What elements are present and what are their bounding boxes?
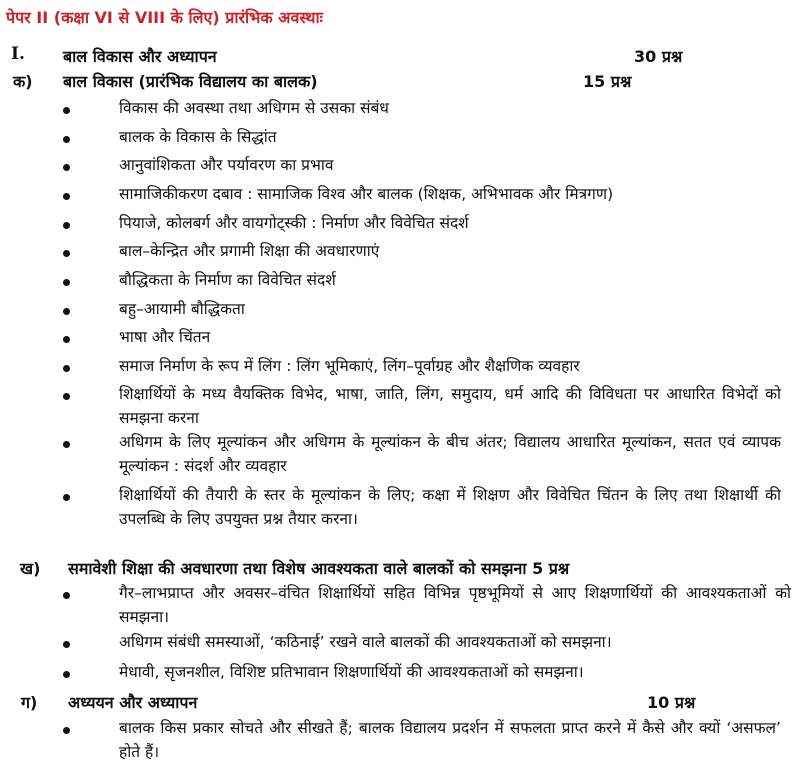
bullet-icon — [63, 107, 70, 114]
bullet-icon — [63, 193, 70, 200]
list-item: शिक्षार्थियों के मध्य वैयक्तिक विभेद, भाषा, जाति, लिंग, समुदाय, धर्म आदि की विविधता पर आधारित विभेदों को समझना करना — [119, 385, 781, 427]
bullet-icon — [63, 365, 70, 372]
list-item: अधिगम संबंधी समस्याओं, ‘कठिनाई’ रखने वाले बालकों की आवश्यकताओं को समझना। — [119, 633, 612, 651]
list-item: बालक के विकास के सिद्धांत — [119, 128, 277, 146]
section-ka-label: क) — [13, 72, 33, 91]
bullet-icon — [63, 671, 70, 678]
list-item: गैर–लाभप्राप्त और अवसर–वंचित शिक्षार्थियों सहित विभिन्न पृष्ठभूमियों से आए शिक्षणार्थियों की आवश्यकताओं को समझना। — [119, 584, 791, 626]
bullet-icon — [63, 250, 70, 257]
list-item: बौद्धिकता के निर्माण का विवेचित संदर्श — [119, 271, 336, 289]
section-kha-title: समावेशी शिक्षा की अवधारणा तथा विशेष आवश्यकता वाले बालकों को समझना 5 प्रश्न — [68, 559, 570, 578]
list-item: पियाजे, कोलबर्ग और वायगोट्स्की : निर्माण और विवेचित संदर्श — [119, 214, 469, 232]
bullet-icon — [63, 164, 70, 171]
bullet-icon — [63, 222, 70, 229]
list-item: सामाजिकीकरण दबाव : सामाजिक विश्व और बालक (शिक्षक, अभिभावक और मित्रगण) — [119, 185, 614, 203]
bullet-icon — [63, 494, 70, 501]
bullet-icon — [63, 727, 70, 734]
list-item: मेधावी, सृजनशील, विशिष्ट प्रतिभावान शिक्षणार्थियों की आवश्यकताओं को समझना। — [119, 663, 584, 681]
list-item: भाषा और चिंतन — [119, 328, 211, 346]
list-item: बाल–केन्द्रित और प्रगामी शिक्षा की अवधारणाएं — [119, 242, 380, 260]
list-item: अधिगम के लिए मूल्यांकन और अधिगम के मूल्यांकन के बीच अंतर; विद्यालय आधारित मूल्यांकन, सतत एवं व्यापक मूल्यांकन : संदर्श और व्यवहार — [119, 433, 781, 475]
bullet-icon — [63, 279, 70, 286]
list-item: विकास की अवस्था तथा अधिगम से उसका संबंध — [119, 99, 389, 117]
section-i-count: 30 प्रश्न — [634, 47, 683, 66]
bullet-icon — [63, 441, 70, 448]
list-item: शिक्षार्थियों की तैयारी के स्तर के मूल्यांकन के लिए; कक्षा में शिक्षण और विवेचित चिंतन के लिए तथा शिक्षार्थी की उपलब्धि के लिए उपयुक्त प्रश्न तैयार करना। — [119, 486, 781, 528]
section-ka-count: 15 प्रश्न — [583, 72, 632, 91]
list-item: समाज निर्माण के रूप में लिंग : लिंग भूमिकाएं, लिंग–पूर्वाग्रह और शैक्षणिक व्यवहार — [119, 357, 580, 375]
list-item: बहु–आयामी बौद्धिकता — [119, 300, 245, 318]
bullet-icon — [63, 641, 70, 648]
list-item: बालक किस प्रकार सोचते और सीखते हैं; बालक विद्यालय प्रदर्शन में सफलता प्राप्त करने में कैसे और क्यों ‘असफल’ होते हैं। — [119, 719, 781, 761]
bullet-icon — [63, 308, 70, 315]
section-kha-label: ख) — [20, 559, 41, 578]
paper-heading: पेपर II (कक्षा VI से VIII के लिए) प्रारंभिक अवस्थाः — [6, 8, 323, 27]
list-item: आनुवांशिकता और पर्यावरण का प्रभाव — [119, 156, 334, 174]
section-ga-label: ग) — [21, 693, 38, 712]
section-ga-title: अध्ययन और अध्यापन — [68, 693, 198, 712]
bullet-icon — [63, 393, 70, 400]
section-i-label: I. — [11, 44, 25, 64]
section-ka-title: बाल विकास (प्रारंभिक विद्यालय का बालक) — [63, 72, 318, 91]
bullet-icon — [63, 336, 70, 343]
bullet-icon — [63, 592, 70, 599]
bullet-icon — [63, 136, 70, 143]
section-ga-count: 10 प्रश्न — [647, 693, 696, 712]
section-i-title: बाल विकास और अध्यापन — [63, 47, 217, 66]
